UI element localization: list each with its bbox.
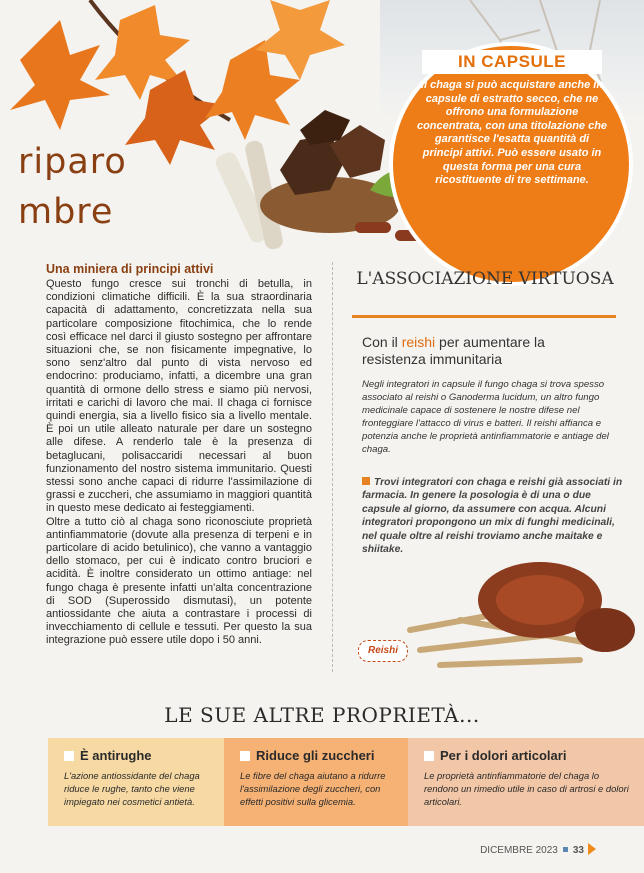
other-properties-title: LE SUE ALTRE PROPRIETÀ... <box>164 703 480 727</box>
body-paragraph-2: Oltre a tutto ciò al chaga sono riconosciute proprietà antinfiammatorie (dovute alla presenza di terpeni e in particolare di acido betulinico), che vanno a vantaggio dello stomaco, per cui è indicato contro bruciori e acidità. È inoltre considerato un ottimo antiage: nel fungo chaga è presente infatti un'alta concentrazione di SOD (Superossido dismutasi), un potente antiossidante che aiuta a contrastare i processi di invecchiamento di cellule e tessuti. Per questo la sua integrazione può essere utile dopo i 50 anni. <box>46 515 312 647</box>
page-title-line-2: mbre <box>18 192 114 232</box>
body-paragraph-1: Questo fungo cresce sui tronchi di betulla, in condizioni climatiche difficili. È la sua straordinaria capacità di adattamento, concretizzata nella sua particolare composizione fitochimica, che lo rende così efficace nel darci il giusto sostegno per affrontare situazioni che, se non fisicamente impegnative, lo sono senz'altro dal punto di vista nervoso ed endocrino: produciamo, infatti, a dicembre una gran quantità di ormone dello stress e siamo più nervosi, irritati e carichi di lavoro che mai. Il chaga ci fornisce quindi energia, sia a livello fisico sia a livello mentale. È poi un utile alleato naturale per dare un sostegno alle difese. A renderlo tale è la presenza di betaglucani, polisaccaridi necessari al buon funzionamento del nostro sistema immunitario. Questi stessi sono anche capaci di ridurre l'assimilazione di grassi e zuccheri, che assumiamo in maggiori quantità in questo mese dedicato ai festeggiamenti. <box>46 278 312 515</box>
body-text <box>46 278 312 648</box>
checkbox-square-icon <box>64 751 74 761</box>
checkbox-square-icon <box>424 751 434 761</box>
page-footer <box>480 845 584 856</box>
property-text: Le proprietà antinfiammatorie del chaga lo rendono un rimedio utile in caso di artrosi e dolori articolari. <box>424 770 629 807</box>
property-title <box>240 748 396 763</box>
footer-separator <box>563 847 568 852</box>
property-text: Le fibre del chaga aiutano a ridurre l'assimilazione degli zuccheri, con effetti positivi sulla glicemia. <box>240 770 386 807</box>
property-title-text: È antirughe <box>80 748 152 763</box>
page-title-line-1: riparo <box>18 142 127 182</box>
capsule-heading: IN CAPSULE <box>422 50 602 74</box>
section-heading: Una miniera di principi attivi <box>46 262 214 276</box>
property-box-antirughe <box>48 738 224 826</box>
page-number: 33 <box>572 845 584 856</box>
left-column <box>46 262 312 648</box>
reishi-highlight: reishi <box>401 334 436 350</box>
capsule-text: Il chaga si può acquistare anche in capsule di estratto secco, che ne offrono una formulazione concentrata, con una titolazione che garantisce l'esatta quantità di principi attivi. Può essere usato in questa forma per una cura ricostituente di tre settimane. <box>416 79 608 187</box>
property-title <box>424 748 632 763</box>
association-title: L'ASSOCIAZIONE VIRTUOSA <box>356 269 614 289</box>
footer-issue: DICEMBRE 2023 <box>480 845 558 856</box>
association-rule <box>352 315 616 318</box>
next-page-arrow-icon <box>588 843 596 855</box>
reishi-image-label: Reishi <box>358 640 408 662</box>
column-divider <box>332 262 333 672</box>
association-tip-text: Trovi integratori con chaga e reishi già associati in farmacia. In genere la posologia è di una o due capsule al giorno, da assumere con acqua. Alcuni integratori propongono un mix di funghi medicinali, nel quale oltre al reishi troviamo anche maitake e shiitake. <box>362 477 623 556</box>
property-box-zuccheri <box>224 738 408 826</box>
property-box-dolori <box>408 738 644 826</box>
orange-leaves <box>10 0 345 165</box>
property-text: L'azione antiossidante del chaga riduce le rughe, tanto che viene impiegato nei cosmetici antietà. <box>64 770 200 807</box>
orange-square-icon <box>362 477 370 485</box>
association-text: Negli integratori in capsule il fungo chaga si trova spesso associato al reishi o Ganoderma lucidum, un altro fungo medicinale capace di sostenere le nostre difese nel fronteggiare l'attacco di virus e batteri. Il reishi affianca e potenzia anche le proprietà antinfiammatorie e antiage del chaga. <box>362 379 609 455</box>
reishi-heading-suffix: per aumentare la resistenza immunitaria <box>362 334 545 367</box>
reishi-heading <box>362 334 612 368</box>
checkbox-square-icon <box>240 751 250 761</box>
property-title <box>64 748 212 763</box>
property-title-text: Per i dolori articolari <box>440 748 567 763</box>
reishi-heading-prefix: Con il <box>362 334 402 350</box>
property-title-text: Riduce gli zuccheri <box>256 748 375 763</box>
reishi-mushroom-image <box>400 540 644 680</box>
